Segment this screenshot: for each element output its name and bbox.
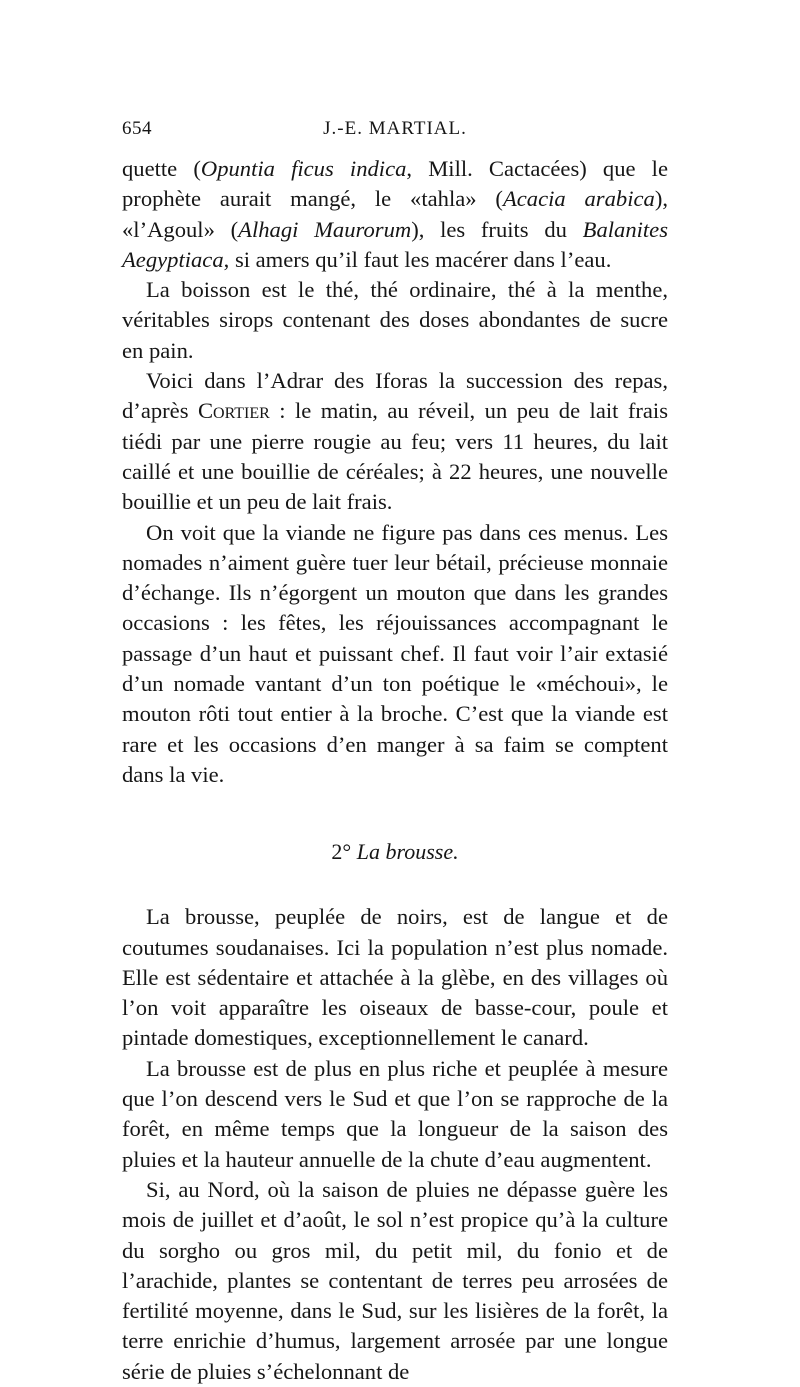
italic-term: Opuntia ficus indica xyxy=(200,156,407,181)
text-run: : le matin, au réveil, un peu de lait frais tiédi par une pierre rougie au feu; vers 11 heures, du lait caillé et une bouillie de céréales; à 22 heures, une nouvelle bouillie et un peu de lait frais. xyxy=(122,398,669,515)
paragraph xyxy=(122,366,668,517)
text-run: Si, au Nord, où la saison de pluies ne dépasse guère les mois de juillet et d’août, le sol n’est propice qu’à la culture du sorgho ou gros mil, du petit mil, du fonio et de l’arachide, plantes se contentant de terres peu arrosées de fertilité moyenne, dans le Sud, sur les lisières de la forêt, la terre enrichie d’humus, largement arrosée par une longue série de pluies s’échelonnant de xyxy=(122,1176,668,1384)
italic-term: Alhagi Maurorum xyxy=(238,216,412,242)
paragraph xyxy=(122,275,668,366)
text-run: Voici dans l’Adrar des Iforas la succession des repas, d’après xyxy=(122,368,668,424)
paragraph xyxy=(122,902,668,1053)
section-title: La brousse. xyxy=(356,839,459,865)
italic-term: Balanites Aegyptiaca xyxy=(122,216,668,272)
author-name: Cortier xyxy=(197,398,270,424)
text-run: La brousse, peuplée de noirs, est de langue et de coutumes soudanaises. Ici la population n’est plus nomade. Elle est sédentaire et attachée à la glèbe, en des villages où l’on voit apparaître les oiseaux de basse-cour, poule et pintade domestiques, exceptionnellement le canard. xyxy=(122,904,668,1051)
page-header xyxy=(122,118,668,154)
paragraph xyxy=(122,154,668,275)
text-run: , si amers qu’il faut les macérer dans l’eau. xyxy=(223,246,612,272)
page-number: 654 xyxy=(122,118,152,139)
italic-term: Acacia arabica xyxy=(502,186,655,212)
running-head: J.-E. MARTIAL. xyxy=(323,118,467,139)
text-run: ), «l’Agoul» ( xyxy=(122,186,668,242)
paragraph xyxy=(122,1175,668,1387)
text-run: ), les fruits du xyxy=(411,216,583,242)
paragraph xyxy=(122,518,668,791)
text-block-bottom xyxy=(122,902,668,1387)
book-page xyxy=(122,118,668,1387)
section-number: 2° xyxy=(331,839,352,865)
text-run: On voit que la viande ne figure pas dans ces menus. Les nomades n’aiment guère tuer leur bétail, précieuse monnaie d’échange. Ils n’égorgent un mouton que dans les grandes occasions : les fêtes, les réjouissances accompagnant le passage d’un haut et puissant chef. Il faut voir l’air extasié d’un nomade vantant d’un ton poétique le «méchoui», le mouton rôti tout entier à la broche. C’est que la viande est rare et les occasions d’en manger à sa faim se comptent dans la vie. xyxy=(122,519,668,787)
text-block-top xyxy=(122,154,668,790)
text-run: La boisson est le thé, thé ordinaire, thé à la menthe, véritables sirops contenant des doses abondantes de sucre en pain. xyxy=(122,277,668,363)
section-heading xyxy=(122,838,668,866)
text-run: , Mill. Cactacées) que le prophète aurait mangé, le «tahla» ( xyxy=(122,156,668,212)
text-run: La brousse est de plus en plus riche et peuplée à mesure que l’on descend vers le Sud et que l’on se rapproche de la forêt, en même temps que la longueur de la saison des pluies et la hauteur annuelle de la chute d’eau augmentent. xyxy=(122,1055,668,1172)
text-run: quette ( xyxy=(122,156,201,181)
paragraph xyxy=(122,1054,668,1175)
